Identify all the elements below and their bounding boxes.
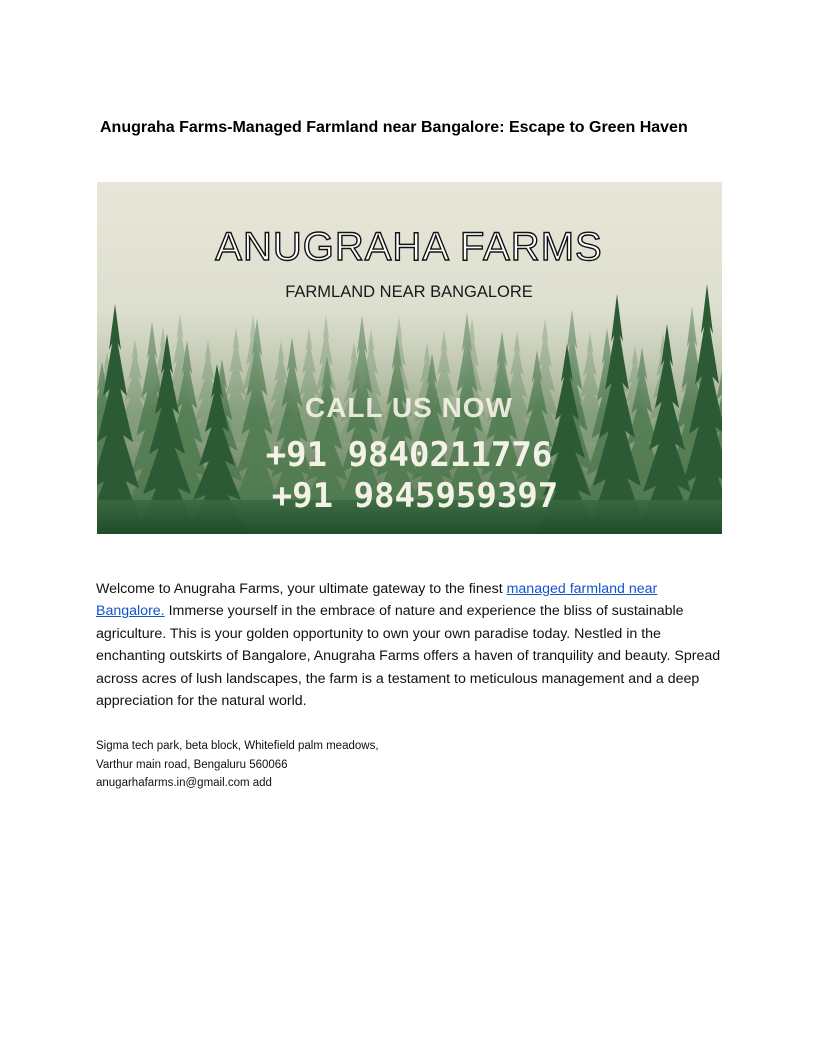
contact-address [96, 737, 596, 793]
brand-text: ANUGRAHA FARMS [215, 225, 603, 269]
page-title: Anugraha Farms-Managed Farmland near Bangalore: Escape to Green Haven [100, 119, 688, 136]
banner-image [97, 182, 722, 534]
tagline-text: FARMLAND NEAR BANGALORE [285, 283, 533, 301]
intro-text-rest: Immerse yourself in the embrace of nature and experience the bliss of sustainable agriculture. This is your golden opportunity to own your own paradise today. Nestled in the enchanting outskirts of Bangalore, Anugraha Farms offers a haven of tranquility and beauty. Spread across acres of lush landscapes, the farm is a testament to meticulous management and a deep appreciation for the natural world. [96, 603, 721, 710]
intro-text-start: Welcome to Anugraha Farms, your ultimate gateway to the finest [96, 581, 507, 597]
managed-farmland-link[interactable]: managed farmland near Bangalore. [96, 581, 658, 620]
address-line-1: Sigma tech park, beta block, Whitefield palm meadows, [96, 740, 379, 752]
phone-number-2: +91 9845959397 [271, 476, 559, 516]
banner-graphic [97, 182, 722, 534]
phone-number-1: +91 9840211776 [265, 435, 553, 475]
intro-paragraph [96, 578, 722, 712]
call-us-text: CALL US NOW [304, 392, 514, 423]
email-line: anugarhafarms.in@gmail.com add [96, 777, 272, 789]
address-line-2: Varthur main road, Bengaluru 560066 [96, 758, 288, 771]
